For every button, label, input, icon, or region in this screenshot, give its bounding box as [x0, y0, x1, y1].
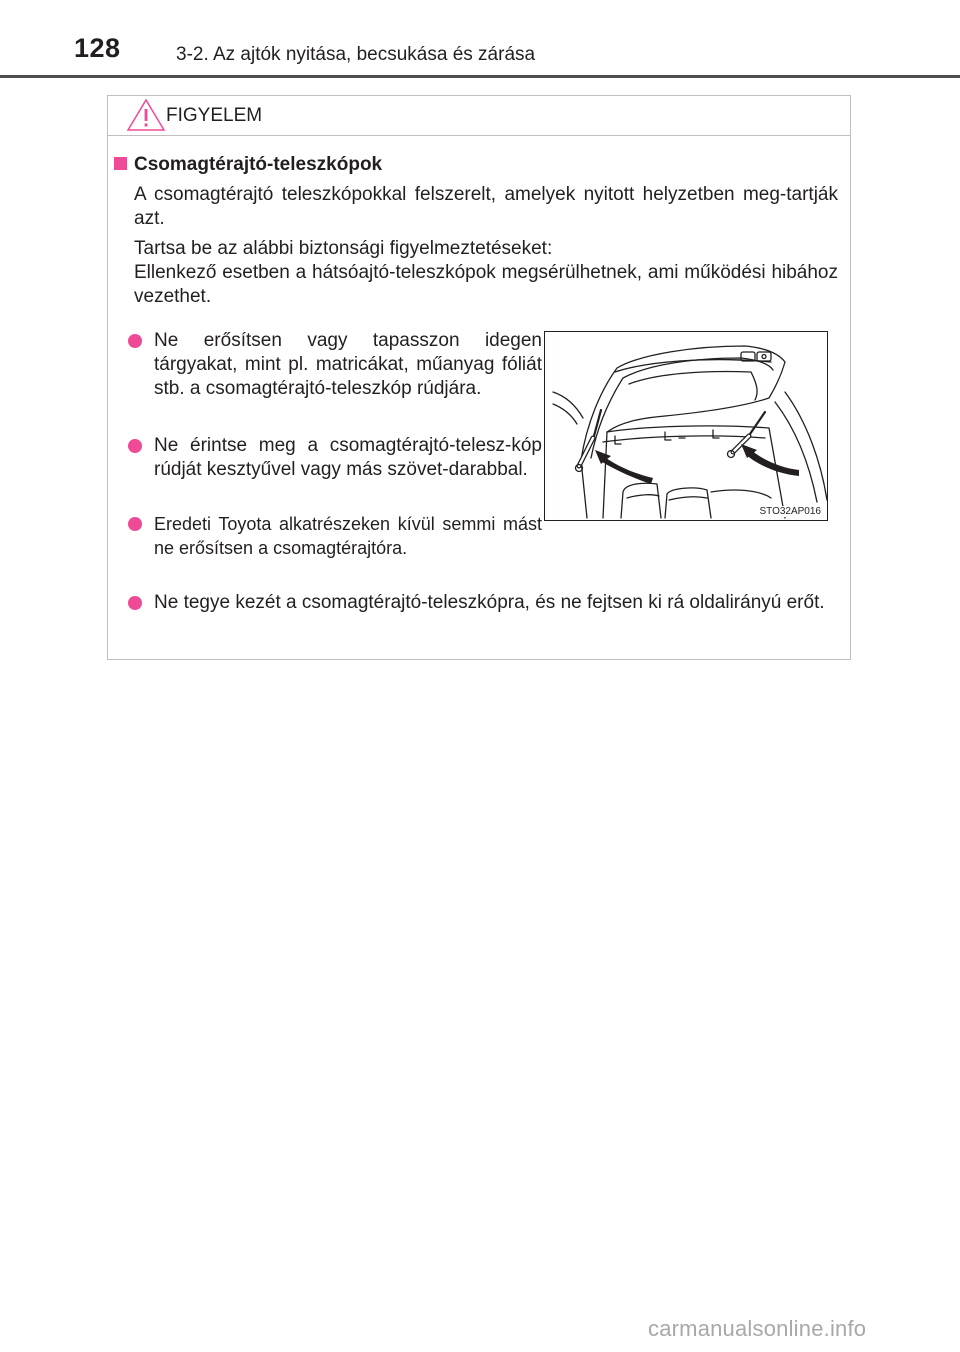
warning-label: FIGYELEM — [166, 105, 263, 126]
square-bullet-icon — [114, 157, 127, 170]
watermark: carmanualsonline.info — [648, 1316, 867, 1341]
page-number: 128 — [74, 33, 121, 63]
section-title: 3-2. Az ajtók nyitása, becsukása és zárása — [176, 44, 536, 65]
paragraph-2 — [134, 237, 838, 309]
tailgate-strut-illustration — [544, 331, 828, 521]
bullet-dot-icon — [128, 439, 142, 453]
subheading — [114, 154, 382, 176]
bullet-text: Ne érintse meg a csomagtérajtó-telesz-kóp rúdját kesztyűvel vagy más szövet-darabbal. — [154, 435, 542, 480]
paragraph-2-line-2: Ellenkező esetben a hátsóajtó-teleszkópok megsérülhetnek, ami működési hibához vezethet. — [134, 262, 838, 307]
warning-triangle-icon — [126, 98, 166, 132]
warning-header — [108, 96, 850, 136]
header-rule — [0, 75, 960, 78]
bullet-text: Ne tegye kezét a csomagtérajtó-teleszkópra, és ne fejtsen ki rá oldalirányú erőt. — [154, 592, 825, 613]
warning-box — [107, 95, 851, 660]
bullet-dot-icon — [128, 334, 142, 348]
bullet-text: Eredeti Toyota alkatrészeken kívül semmi mást ne erősítsen a csomagtérajtóra. — [154, 514, 542, 558]
paragraph-2-line-1: Tartsa be az alábbi biztonsági figyelmeztetéseket: — [134, 238, 553, 259]
bullet-dot-icon — [128, 517, 142, 531]
bullet-dot-icon — [128, 596, 142, 610]
bullet-text: Ne erősítsen vagy tapasszon idegen tárgyakat, mint pl. matricákat, műanyag fóliát stb. a csomagtérajtó-teleszkóp rúdjára. — [154, 330, 542, 399]
paragraph-1: A csomagtérajtó teleszkópokkal felszerelt, amelyek nyitott helyzetben meg-tartják azt. — [134, 184, 838, 229]
subheading-text: Csomagtérajtó-teleszkópok — [134, 154, 383, 175]
figure-code: STO32AP016 — [759, 506, 821, 517]
pointer-arrow-icon — [545, 332, 828, 521]
